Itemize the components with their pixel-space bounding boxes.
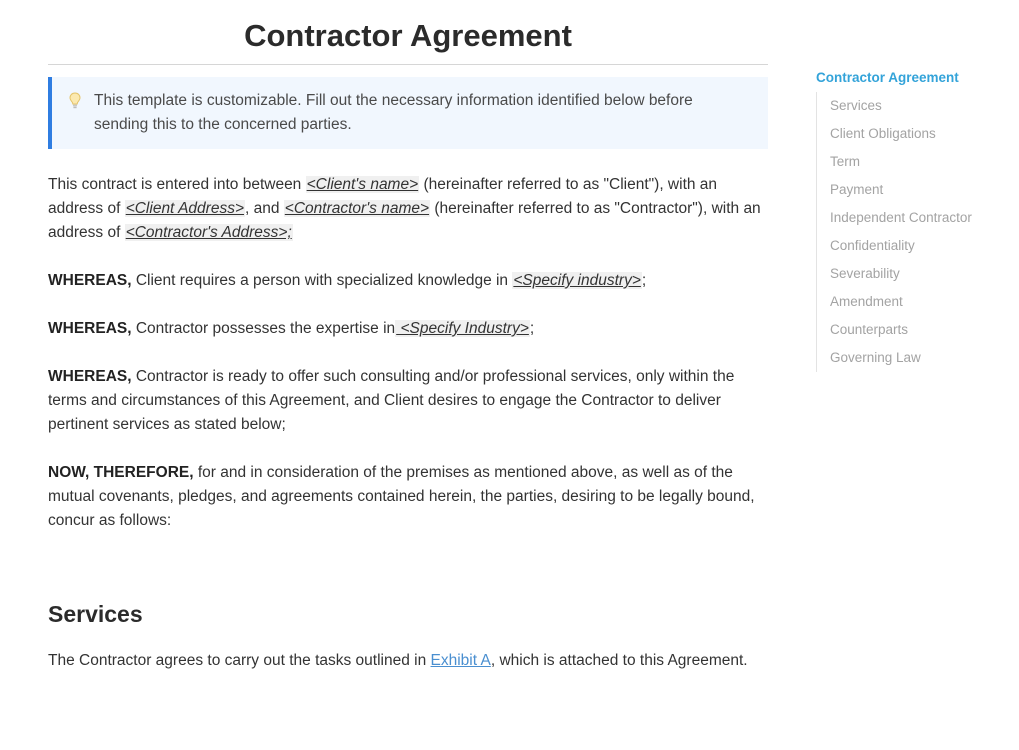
toc-item-client-obligations[interactable]: Client Obligations (830, 126, 936, 141)
toc-item-services[interactable]: Services (830, 98, 882, 113)
toc-item-amendment[interactable]: Amendment (830, 294, 903, 309)
toc-item-severability[interactable]: Severability (830, 266, 900, 281)
info-callout (48, 77, 768, 149)
industry-placeholder[interactable]: <Specify industry> (513, 272, 641, 289)
toc-title[interactable]: Contractor Agreement (816, 70, 959, 85)
contractor-name-placeholder[interactable]: <Contractor's name> (284, 200, 430, 217)
contractor-address-placeholder[interactable]: <Contractor's Address>; (125, 224, 292, 241)
toc-item-governing-law[interactable]: Governing Law (830, 350, 921, 365)
toc-item-confidentiality[interactable]: Confidentiality (830, 238, 915, 253)
toc-list (816, 92, 1006, 372)
whereas-paragraph-3: WHEREAS, Contractor is ready to offer such consulting and/or professional services, only within the terms and circumstances of this Agreement, and Client desires to engage the Contractor to deliver pertinent services as stated below; (48, 368, 735, 433)
services-paragraph: The Contractor agrees to carry out the tasks outlined in Exhibit A, which is attached to this Agreement. (48, 652, 748, 669)
toc-item-term[interactable]: Term (830, 154, 860, 169)
intro-paragraph: This contract is entered into between <Client's name> (hereinafter referred to as "Client"), with an address of <Client Address>, and <Contractor's name> (hereinafter referred to as "Contractor"), with an address of <Contractor's Address>; (48, 176, 761, 241)
now-therefore-paragraph: NOW, THEREFORE, for and in consideration of the premises as mentioned above, as well as of the mutual covenants, pledges, and agreements contained herein, the parties, desiring to be legally bound, concur as follows: (48, 464, 755, 529)
client-address-placeholder[interactable]: <Client Address> (125, 200, 245, 217)
lightbulb-icon (68, 89, 82, 113)
page-title: Contractor Agreement (244, 18, 572, 53)
table-of-contents (816, 68, 1006, 372)
toc-item-counterparts[interactable]: Counterparts (830, 322, 909, 337)
client-name-placeholder[interactable]: <Client's name> (306, 176, 419, 193)
document (48, 0, 768, 673)
toc-item-payment[interactable]: Payment (830, 182, 884, 197)
services-heading: Services (48, 601, 143, 627)
whereas-paragraph-1: WHEREAS, Client requires a person with specialized knowledge in <Specify industry>; (48, 272, 647, 289)
industry-placeholder-2[interactable]: <Specify Industry> (396, 320, 529, 337)
callout-text: This template is customizable. Fill out the necessary information identified below before sending this to the concerned parties. (94, 92, 693, 133)
toc-item-independent-contractor[interactable]: Independent Contractor (830, 210, 972, 225)
exhibit-a-link[interactable]: Exhibit A (430, 652, 491, 669)
title-divider (48, 64, 768, 65)
whereas-paragraph-2: WHEREAS, Contractor possesses the expertise in <Specify Industry>; (48, 320, 535, 337)
